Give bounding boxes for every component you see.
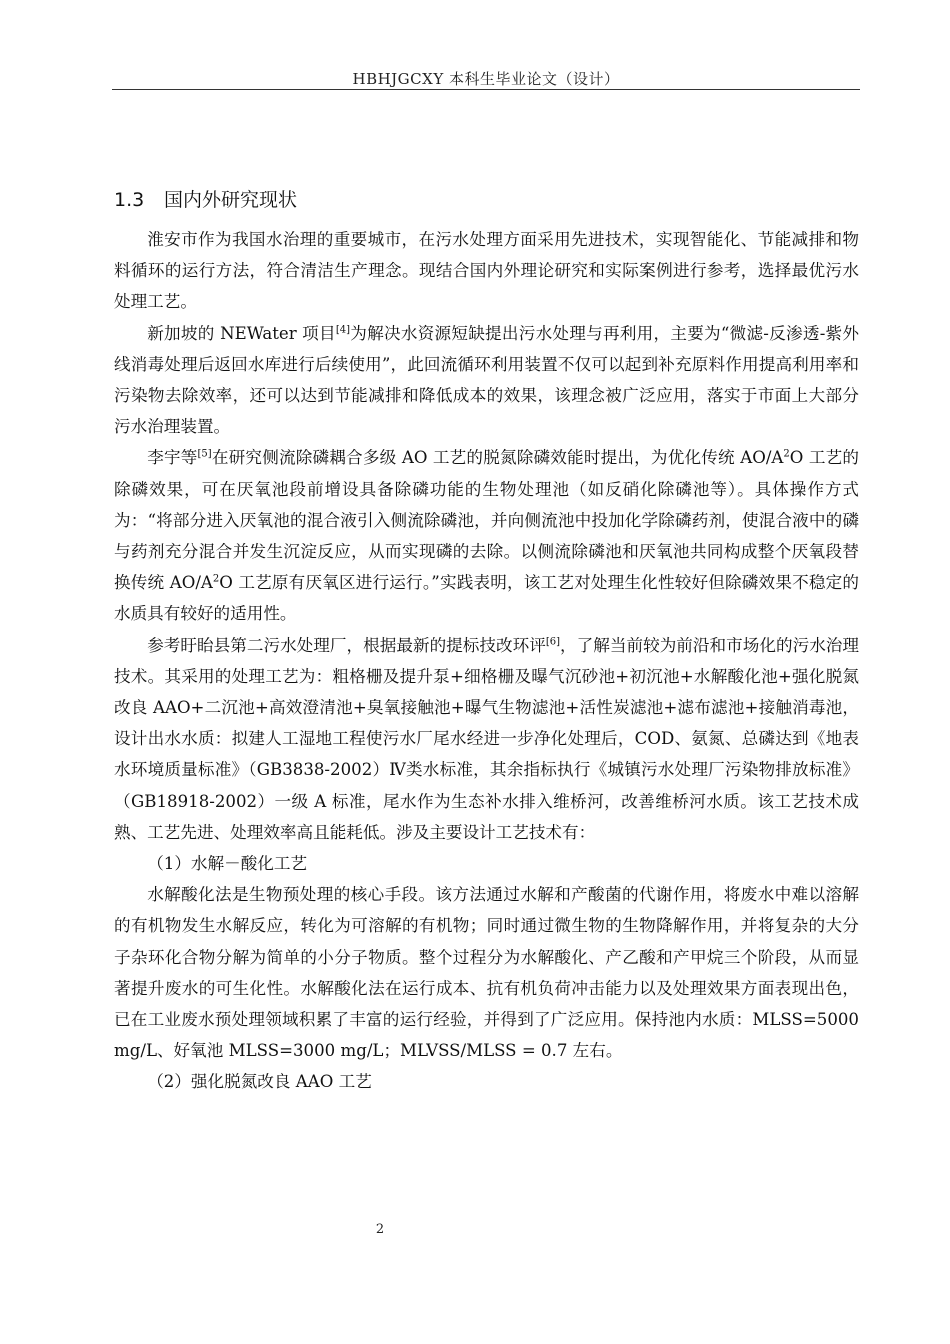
page-body — [114, 186, 859, 1098]
citation-ref: [6] — [545, 636, 561, 648]
header-divider — [112, 89, 860, 90]
paragraph-side-stream — [114, 442, 859, 629]
paragraph-text: 在研究侧流除磷耦合多级 AO 工艺的脱氮除磷效能时提出，为优化传统 AO/A — [211, 448, 784, 468]
paragraph-text: 新加坡的 NEWater 项目 — [147, 323, 336, 343]
paragraph-newater — [114, 318, 859, 443]
paragraph-text: O 工艺的除磷效果，可在厌氧池段前增设具备除磷功能的生物处理池（如反硝化除磷池等）。具体操作方式为：“将部分进入厌氧池的混合液引入侧流除磷池，并向侧流池中投加化学除磷药剂，使混合液中的磷与药剂充分混合并发生沉淀反应，从而实现磷的去除。以侧流除磷池和厌氧池共同构成整个厌氧段替换传统 AO/A — [114, 448, 859, 593]
paragraph-text: 为解决水资源短缺提出污水处理与再利用，主要为“微滤-反渗透-紫外线消毒处理后返回水库进行后续使用”，此回流循环利用装置不仅可以起到补充原料作用提高利用率和污染物去除效率，还可以达到节能减排和降低成本的效果，该理念被广泛应用，落实于市面上大部分污水治理装置。 — [114, 323, 859, 437]
paragraph-hydrolysis: 水解酸化法是生物预处理的核心手段。该方法通过水解和产酸菌的代谢作用，将废水中难以溶解的有机物发生水解反应，转化为可溶解的有机物；同时通过微生物的生物降解作用，并将复杂的大分子杂环化合物分解为简单的小分子物质。整个过程分为水解酸化、产乙酸和产甲烷三个阶段，从而显著提升废水的可生化性。水解酸化法在运行成本、抗有机负荷冲击能力以及处理效果方面表现出色，已在工业废水预处理领域积累了丰富的运行经验，并得到了广泛应用。保持池内水质：MLSS=5000 mg/L、好氧池 MLSS=3000 mg/L；MLVSS/MLSS = 0.7 左右。 — [114, 885, 859, 1061]
paragraph-text: O 工艺原有厌氧区进行运行。”实践表明，该工艺对处理生化性较好但除磷效果不稳定的水质具有较好的适用性。 — [114, 573, 859, 624]
section-title: 国内外研究现状 — [164, 189, 298, 211]
paragraph-text: 李宇等 — [147, 448, 198, 468]
section-heading — [114, 186, 859, 214]
subheading-aao: （2）强化脱氮改良 AAO 工艺 — [147, 1072, 372, 1092]
paragraph-xuyi-plant — [114, 630, 859, 848]
superscript: 2 — [783, 448, 790, 460]
page-header: HBHJGCXY 本科生毕业论文（设计） — [352, 70, 620, 88]
citation-ref: [4] — [335, 324, 351, 336]
citation-ref: [5] — [197, 448, 212, 460]
paragraph-text: 参考盱眙县第二污水处理厂，根据最新的提标技改环评 — [147, 635, 546, 655]
page-number: 2 — [375, 1222, 385, 1237]
paragraph-intro: 淮安市作为我国水治理的重要城市，在污水处理方面采用先进技术，实现智能化、节能减排和物料循环的运行方法，符合清洁生产理念。现结合国内外理论研究和实际案例进行参考，选择最优污水处理工艺。 — [114, 230, 859, 312]
subheading-hydrolysis: （1）水解－酸化工艺 — [147, 854, 308, 874]
section-number: 1.3 — [114, 189, 145, 211]
superscript: 2 — [212, 573, 220, 585]
paragraph-text: ，了解当前较为前沿和市场化的污水治理技术。其采用的处理工艺为：粗格栅及提升泵+细格栅及曝气沉砂池+初沉池+水解酸化池+强化脱氮改良 AAO+二沉池+高效澄清池+臭氧接触池+曝气生物滤池+活性炭滤池+滤布滤池+接触消毒池，设计出水水质：拟建人工湿地工程使污水厂尾水经进一步净化处理后，COD、氨氮、总磷达到《地表水环境质量标准》（GB3838-2002）Ⅳ类水标准，其余指标执行《城镇污水处理厂污染物排放标准》（GB18918-2002）一级 A 标准，尾水作为生态补水排入维桥河，改善维桥河水质。该工艺技术成熟、工艺先进、处理效率高且能耗低。涉及主要设计工艺技术有： — [114, 635, 860, 842]
